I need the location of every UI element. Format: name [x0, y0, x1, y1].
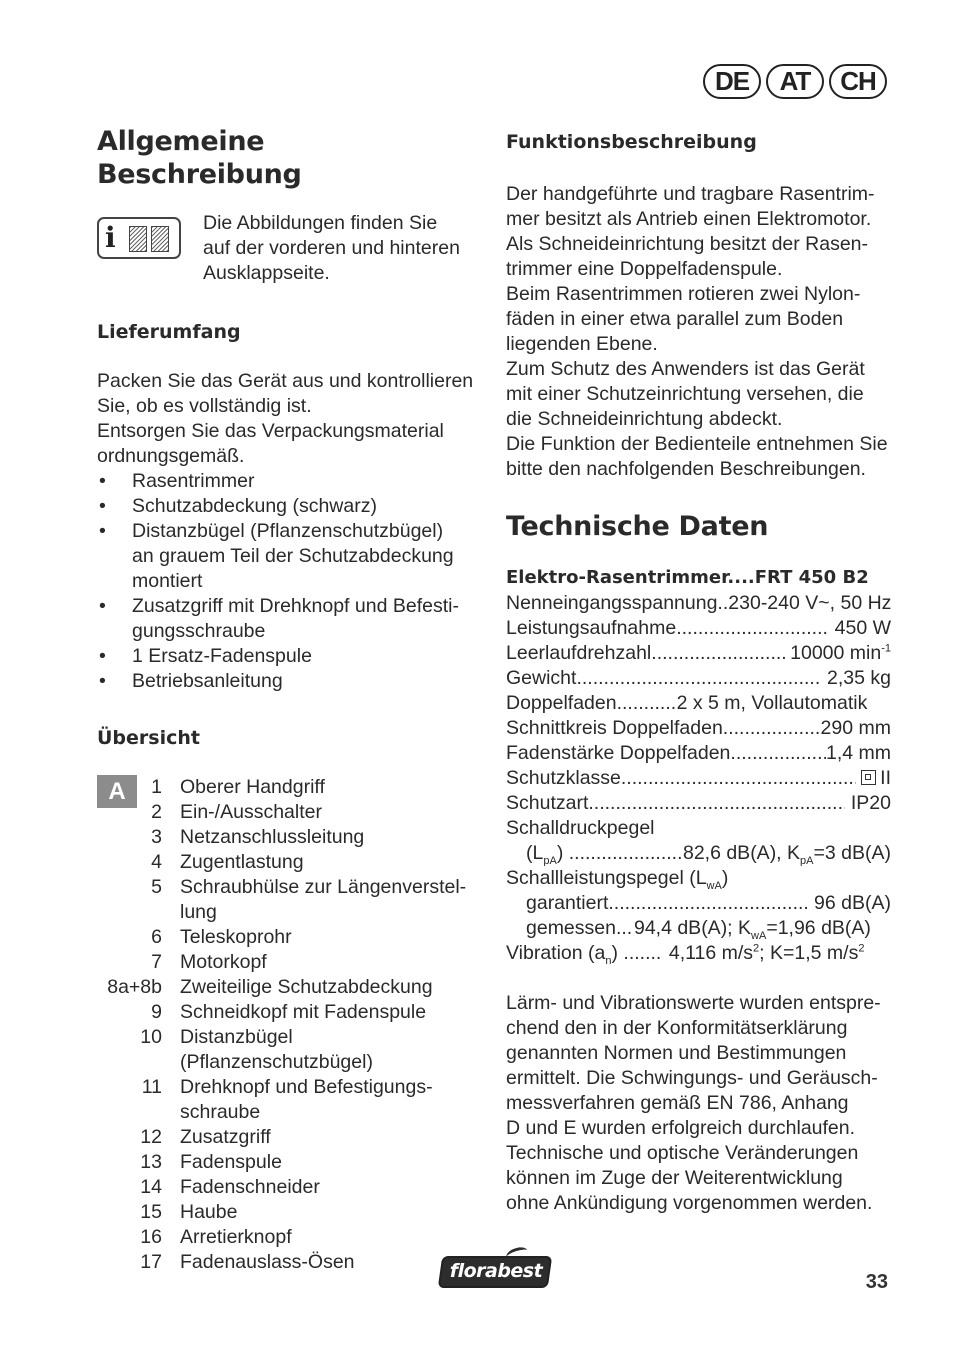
spec-row: Leerlaufdrehzahl ..... 10000 $\min^{-1}$ [506, 641, 891, 666]
info-foldout-icon: i [97, 217, 181, 259]
badge-at: AT [766, 64, 824, 99]
technical-data-table [506, 565, 891, 966]
list-item: • Rasentrimmer [97, 469, 487, 494]
spec-row: Vibration $(a_n)$ ..... 4,116 $m/s^2$; K=1,5 $m/s^2$ [506, 941, 891, 966]
spec-row: Schallleistungspegel $(L_{wA})$ [506, 867, 729, 892]
spec-row: Leistungsaufnahme ..... 450 W [506, 616, 891, 641]
list-item: 8a+8b Zweiteilige Schutzabdeckung [107, 976, 433, 998]
list-item: • Schutzabdeckung (schwarz) [97, 494, 487, 519]
spec-row: Schutzart ..... IP20 [506, 791, 891, 816]
list-item: 11 Drehknopf und Befestigungs- schraube [141, 1076, 433, 1123]
list-item: 4 Zugentlastung [151, 851, 304, 873]
protection-class-icon [861, 770, 876, 785]
spec-row: Nenneingangsspannung.. 230-240 V~, 50 Hz [506, 592, 891, 614]
badge-de: DE [703, 64, 761, 99]
list-item: 12 Zusatzgriff [140, 1126, 271, 1148]
list-item: 10 Distanzbügel (Pflanzenschutzbügel) [140, 1026, 373, 1073]
right-column [506, 130, 891, 1216]
list-item: 5 Schraubhülse zur Längenverstel- lung [151, 876, 467, 923]
spec-row: Schutzklasse ..... II [506, 766, 891, 791]
list-item: 15 Haube [140, 1201, 238, 1223]
delivery-list [97, 469, 487, 694]
florabest-logo: florabest [440, 1250, 552, 1290]
list-item: 16 Arretierknopf [140, 1226, 292, 1248]
list-item: • Betriebsanleitung [97, 669, 487, 694]
list-item: • Zusatzgriff mit Drehknopf und Befesti- gungsschraube [97, 594, 487, 644]
list-item: 2 Ein-/Ausschalter [151, 801, 322, 823]
spec-row: gemessen ..... 94,4 dB(A); $K_{wA}=1,96$ dB(A) [506, 916, 891, 941]
list-item: 17 Fadenauslass-Ösen [140, 1251, 355, 1273]
badge-ch: CH [829, 64, 887, 99]
noise-vibration-note: Lärm- und Vibrationswerte wurden entspre- chend den in der Konformitätserklärung genannten Normen und Bestimmungen ermittelt. Die Schwingungs- und Geräusch- messverfahren gemäß EN 786, Anhang D und E wurden erfolgreich durchlaufen. Technische und optische Veränderungen können im Zuge der Weiterentwicklung ohne Ankündigung vorgenommen werden. [506, 992, 881, 1214]
page-number: 33 [865, 1271, 888, 1293]
info-text: Die Abbildungen finden Sie auf der vorderen und hinteren Ausklappseite. [203, 212, 460, 284]
country-badges [703, 64, 887, 99]
product-model-line: Elektro-Rasentrimmer....FRT 450 B2 [506, 567, 869, 588]
left-column [97, 125, 487, 1275]
list-item: 7 Motorkopf [151, 951, 267, 973]
list-item: 3 Netzanschlussleitung [151, 826, 365, 848]
spec-row: $(L_{pA})$ ..... 82,6 dB(A), $K_{pA}=3$ dB(A) [506, 841, 891, 866]
scope-of-delivery-text: Packen Sie das Gerät aus und kontrollieren Sie, ob es vollständig ist. Entsorgen Sie das Verpackungsmaterial ordnungsgemäß. • Rasentrimmer • Schutzabdeckung (schwarz) • Distanzbügel (Pflanzenschutzbügel) an grauem Teil der Schutzabdeckung montiert • Zusatzgriff mit Drehknopf und Befesti- gungsschraube • 1 Ersatz-Fadenspule • Betriebsanleitung [97, 369, 487, 694]
overview-heading: Übersicht [97, 727, 200, 749]
list-item: 14 Fadenschneider [140, 1176, 320, 1198]
function-description-heading: Funktionsbeschreibung [506, 131, 757, 153]
info-note [97, 211, 487, 286]
figure-a-marker: A [97, 775, 137, 808]
list-item: 9 Schneidkopf mit Fadenspule [151, 1001, 427, 1023]
technical-data-heading: Technische Daten [506, 511, 769, 542]
list-item: 6 Teleskoprohr [151, 926, 292, 948]
spec-row: garantiert ..... 96 dB(A) [506, 891, 891, 916]
list-item: 13 Fadenspule [140, 1151, 282, 1173]
overview-list [97, 775, 487, 1275]
spec-row: Schnittkreis Doppelfaden ..... 290 mm [506, 716, 891, 741]
scope-of-delivery-heading: Lieferumfang [97, 321, 241, 343]
list-item: • Distanzbügel (Pflanzenschutzbügel) an grauem Teil der Schutzabdeckung montiert [97, 519, 487, 594]
general-description-heading: Allgemeine Beschreibung [97, 126, 302, 190]
spec-row: Schalldruckpegel [506, 817, 655, 839]
spec-row: Gewicht ..... 2,35 kg [506, 666, 891, 691]
list-item: 1 Oberer Handgriff [151, 776, 325, 798]
spec-row: Doppelfaden ..... 2 x 5 m, Vollautomatik [506, 691, 891, 716]
function-description-text: Der handgeführte und tragbare Rasentrim- mer besitzt als Antrieb einen Elektromotor. Als Schneideinrichtung besitzt der Rasen- trimmer eine Doppelfadenspule. Beim Rasentrimmen rotieren zwei Nylon- fäden in einer etwa parallel zum Boden liegenden Ebene. Zum Schutz des Anwenders ist das Gerät mit einer Schutzeinrichtung versehen, die die Schneideinrichtung abdeckt. Die Funktion der Bedienteile entnehmen Sie bitte den nachfolgenden Beschreibungen. [506, 183, 888, 480]
spec-row: Fadenstärke Doppelfaden ..... 1,4 mm [506, 741, 891, 766]
list-item: • 1 Ersatz-Fadenspule [97, 644, 487, 669]
